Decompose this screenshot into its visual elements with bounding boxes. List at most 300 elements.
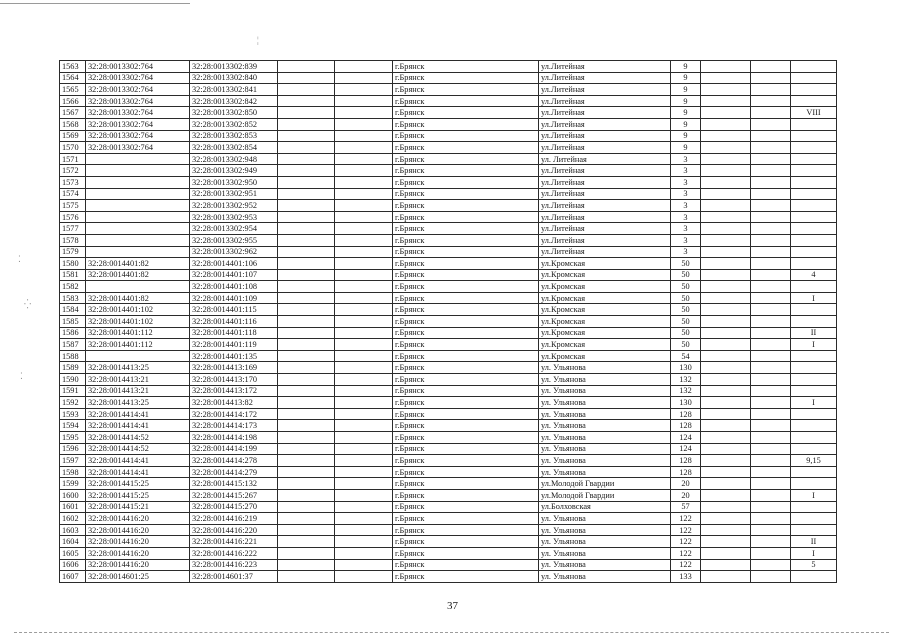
city-cell: г.Брянск xyxy=(393,176,539,188)
house-number-cell: 128 xyxy=(671,455,701,467)
note-cell xyxy=(791,72,837,84)
record-number: 1575 xyxy=(60,200,86,212)
city-cell: г.Брянск xyxy=(393,165,539,177)
parent-cadastral-number: 32:28:0014416:20 xyxy=(86,524,190,536)
empty-cell xyxy=(751,258,791,270)
street-cell: ул.Литейная xyxy=(539,223,671,235)
empty-cell xyxy=(751,246,791,258)
note-cell: II xyxy=(791,536,837,548)
house-number-cell: 50 xyxy=(671,339,701,351)
parent-cadastral-number: 32:28:0014415:21 xyxy=(86,501,190,513)
empty-cell xyxy=(701,501,751,513)
parent-cadastral-number: 32:28:0014414:52 xyxy=(86,443,190,455)
note-cell: VIII xyxy=(791,107,837,119)
table-row xyxy=(60,327,837,339)
record-number: 1587 xyxy=(60,339,86,351)
street-cell: ул.Литейная xyxy=(539,84,671,96)
cadastral-number: 32:28:0014414:198 xyxy=(190,432,278,444)
city-cell: г.Брянск xyxy=(393,107,539,119)
house-number-cell: 128 xyxy=(671,420,701,432)
record-number: 1564 xyxy=(60,72,86,84)
empty-cell xyxy=(751,176,791,188)
empty-cell xyxy=(335,536,393,548)
empty-cell xyxy=(751,513,791,525)
cadastral-number: 32:28:0014401:108 xyxy=(190,281,278,293)
cadastral-number: 32:28:0013302:842 xyxy=(190,95,278,107)
cadastral-number: 32:28:0014414:278 xyxy=(190,455,278,467)
empty-cell xyxy=(701,153,751,165)
empty-cell xyxy=(751,408,791,420)
empty-cell xyxy=(278,200,335,212)
empty-cell xyxy=(335,408,393,420)
empty-cell xyxy=(335,304,393,316)
empty-cell xyxy=(278,374,335,386)
empty-cell xyxy=(701,350,751,362)
house-number-cell: 3 xyxy=(671,188,701,200)
parent-cadastral-number: 32:28:0014414:41 xyxy=(86,455,190,467)
record-number: 1596 xyxy=(60,443,86,455)
city-cell: г.Брянск xyxy=(393,269,539,281)
house-number-cell: 122 xyxy=(671,547,701,559)
cadastral-number: 32:28:0014401:118 xyxy=(190,327,278,339)
record-number: 1592 xyxy=(60,397,86,409)
table-row xyxy=(60,536,837,548)
record-number: 1586 xyxy=(60,327,86,339)
city-cell: г.Брянск xyxy=(393,246,539,258)
table-row xyxy=(60,292,837,304)
record-number: 1593 xyxy=(60,408,86,420)
table-row xyxy=(60,200,837,212)
empty-cell xyxy=(335,420,393,432)
house-number-cell: 122 xyxy=(671,536,701,548)
empty-cell xyxy=(701,547,751,559)
note-cell xyxy=(791,200,837,212)
street-cell: ул. Ульянова xyxy=(539,536,671,548)
empty-cell xyxy=(751,466,791,478)
register-table xyxy=(59,60,837,583)
city-cell: г.Брянск xyxy=(393,95,539,107)
street-cell: ул.Кромская xyxy=(539,327,671,339)
empty-cell xyxy=(701,130,751,142)
street-cell: ул.Литейная xyxy=(539,130,671,142)
empty-cell xyxy=(278,258,335,270)
empty-cell xyxy=(335,374,393,386)
empty-cell xyxy=(278,269,335,281)
note-cell: I xyxy=(791,489,837,501)
empty-cell xyxy=(278,547,335,559)
cadastral-number: 32:28:0013302:839 xyxy=(190,61,278,73)
parent-cadastral-number: 32:28:0014401:82 xyxy=(86,292,190,304)
city-cell: г.Брянск xyxy=(393,142,539,154)
house-number-cell: 9 xyxy=(671,72,701,84)
parent-cadastral-number: 32:28:0014401:82 xyxy=(86,269,190,281)
city-cell: г.Брянск xyxy=(393,559,539,571)
empty-cell xyxy=(701,188,751,200)
parent-cadastral-number: 32:28:0014416:20 xyxy=(86,513,190,525)
empty-cell xyxy=(278,501,335,513)
city-cell: г.Брянск xyxy=(393,61,539,73)
empty-cell xyxy=(751,571,791,583)
note-cell xyxy=(791,362,837,374)
parent-cadastral-number xyxy=(86,234,190,246)
record-number: 1603 xyxy=(60,524,86,536)
record-number: 1606 xyxy=(60,559,86,571)
empty-cell xyxy=(701,339,751,351)
empty-cell xyxy=(751,420,791,432)
house-number-cell: 124 xyxy=(671,432,701,444)
street-cell: ул. Ульянова xyxy=(539,408,671,420)
parent-cadastral-number xyxy=(86,211,190,223)
empty-cell xyxy=(278,246,335,258)
empty-cell xyxy=(278,95,335,107)
house-number-cell: 133 xyxy=(671,571,701,583)
table-row xyxy=(60,489,837,501)
street-cell: ул. Ульянова xyxy=(539,466,671,478)
empty-cell xyxy=(751,524,791,536)
record-number: 1563 xyxy=(60,61,86,73)
empty-cell xyxy=(701,223,751,235)
table-row xyxy=(60,153,837,165)
footer-rule xyxy=(14,632,889,633)
cadastral-number: 32:28:0014401:116 xyxy=(190,316,278,328)
empty-cell xyxy=(701,165,751,177)
cadastral-number: 32:28:0014414:279 xyxy=(190,466,278,478)
street-cell: ул.Литейная xyxy=(539,61,671,73)
parent-cadastral-number xyxy=(86,246,190,258)
empty-cell xyxy=(278,223,335,235)
record-number: 1569 xyxy=(60,130,86,142)
note-cell xyxy=(791,408,837,420)
cadastral-number: 32:28:0013302:952 xyxy=(190,200,278,212)
parent-cadastral-number: 32:28:0013302:764 xyxy=(86,107,190,119)
empty-cell xyxy=(701,362,751,374)
empty-cell xyxy=(751,536,791,548)
cadastral-number: 32:28:0014401:109 xyxy=(190,292,278,304)
note-cell: I xyxy=(791,292,837,304)
empty-cell xyxy=(751,385,791,397)
empty-cell xyxy=(701,234,751,246)
cadastral-number: 32:28:0013302:953 xyxy=(190,211,278,223)
parent-cadastral-number: 32:28:0014414:41 xyxy=(86,466,190,478)
street-cell: ул. Ульянова xyxy=(539,374,671,386)
scan-speck: ⁚ xyxy=(20,371,23,381)
cadastral-number: 32:28:0013302:841 xyxy=(190,84,278,96)
record-number: 1605 xyxy=(60,547,86,559)
house-number-cell: 54 xyxy=(671,350,701,362)
parent-cadastral-number: 32:28:0013302:764 xyxy=(86,142,190,154)
record-number: 1577 xyxy=(60,223,86,235)
house-number-cell: 50 xyxy=(671,327,701,339)
parent-cadastral-number xyxy=(86,350,190,362)
house-number-cell: 20 xyxy=(671,489,701,501)
scan-speck: ⁛ xyxy=(24,299,32,309)
empty-cell xyxy=(751,142,791,154)
table-row xyxy=(60,304,837,316)
empty-cell xyxy=(701,466,751,478)
city-cell: г.Брянск xyxy=(393,281,539,293)
record-number: 1604 xyxy=(60,536,86,548)
street-cell: ул.Болховская xyxy=(539,501,671,513)
record-number: 1573 xyxy=(60,176,86,188)
empty-cell xyxy=(751,547,791,559)
empty-cell xyxy=(701,304,751,316)
table-row xyxy=(60,443,837,455)
table-row xyxy=(60,478,837,490)
table-row xyxy=(60,84,837,96)
street-cell: ул.Литейная xyxy=(539,176,671,188)
note-cell xyxy=(791,176,837,188)
street-cell: ул.Кромская xyxy=(539,304,671,316)
parent-cadastral-number: 32:28:0013302:764 xyxy=(86,84,190,96)
empty-cell xyxy=(335,165,393,177)
empty-cell xyxy=(335,397,393,409)
note-cell xyxy=(791,316,837,328)
empty-cell xyxy=(278,489,335,501)
note-cell: 5 xyxy=(791,559,837,571)
city-cell: г.Брянск xyxy=(393,466,539,478)
city-cell: г.Брянск xyxy=(393,536,539,548)
street-cell: ул. Ульянова xyxy=(539,559,671,571)
empty-cell xyxy=(278,107,335,119)
house-number-cell: 128 xyxy=(671,466,701,478)
table-row xyxy=(60,223,837,235)
empty-cell xyxy=(278,304,335,316)
parent-cadastral-number: 32:28:0013302:764 xyxy=(86,95,190,107)
parent-cadastral-number: 32:28:0014414:52 xyxy=(86,432,190,444)
empty-cell xyxy=(335,61,393,73)
empty-cell xyxy=(751,72,791,84)
note-cell xyxy=(791,501,837,513)
empty-cell xyxy=(335,142,393,154)
empty-cell xyxy=(701,524,751,536)
note-cell xyxy=(791,211,837,223)
empty-cell xyxy=(335,571,393,583)
house-number-cell: 9 xyxy=(671,61,701,73)
empty-cell xyxy=(335,281,393,293)
table-row xyxy=(60,95,837,107)
empty-cell xyxy=(335,513,393,525)
empty-cell xyxy=(751,153,791,165)
city-cell: г.Брянск xyxy=(393,153,539,165)
empty-cell xyxy=(751,327,791,339)
empty-cell xyxy=(335,316,393,328)
street-cell: ул.Кромская xyxy=(539,292,671,304)
street-cell: ул. Ульянова xyxy=(539,513,671,525)
empty-cell xyxy=(751,165,791,177)
parent-cadastral-number xyxy=(86,188,190,200)
cadastral-number: 32:28:0014416:221 xyxy=(190,536,278,548)
note-cell xyxy=(791,165,837,177)
record-number: 1580 xyxy=(60,258,86,270)
parent-cadastral-number: 32:28:0014401:102 xyxy=(86,316,190,328)
house-number-cell: 3 xyxy=(671,176,701,188)
note-cell xyxy=(791,234,837,246)
empty-cell xyxy=(701,95,751,107)
table-row xyxy=(60,420,837,432)
empty-cell xyxy=(701,385,751,397)
parent-cadastral-number: 32:28:0014415:25 xyxy=(86,478,190,490)
empty-cell xyxy=(278,397,335,409)
note-cell xyxy=(791,84,837,96)
parent-cadastral-number: 32:28:0014401:102 xyxy=(86,304,190,316)
city-cell: г.Брянск xyxy=(393,130,539,142)
parent-cadastral-number: 32:28:0014601:25 xyxy=(86,571,190,583)
city-cell: г.Брянск xyxy=(393,258,539,270)
note-cell: 9,15 xyxy=(791,455,837,467)
city-cell: г.Брянск xyxy=(393,350,539,362)
parent-cadastral-number: 32:28:0013302:764 xyxy=(86,61,190,73)
empty-cell xyxy=(335,223,393,235)
parent-cadastral-number: 32:28:0014401:112 xyxy=(86,339,190,351)
note-cell xyxy=(791,478,837,490)
city-cell: г.Брянск xyxy=(393,489,539,501)
empty-cell xyxy=(751,234,791,246)
street-cell: ул. Ульянова xyxy=(539,385,671,397)
empty-cell xyxy=(701,176,751,188)
record-number: 1571 xyxy=(60,153,86,165)
empty-cell xyxy=(701,559,751,571)
street-cell: ул.Молодой Гвардии xyxy=(539,489,671,501)
empty-cell xyxy=(751,61,791,73)
parent-cadastral-number: 32:28:0014413:25 xyxy=(86,397,190,409)
empty-cell xyxy=(701,281,751,293)
city-cell: г.Брянск xyxy=(393,420,539,432)
empty-cell xyxy=(751,397,791,409)
record-number: 1602 xyxy=(60,513,86,525)
empty-cell xyxy=(335,200,393,212)
empty-cell xyxy=(751,200,791,212)
table-row xyxy=(60,432,837,444)
empty-cell xyxy=(335,489,393,501)
table-row xyxy=(60,176,837,188)
empty-cell xyxy=(335,524,393,536)
parent-cadastral-number: 32:28:0014401:82 xyxy=(86,258,190,270)
cadastral-number: 32:28:0014414:172 xyxy=(190,408,278,420)
note-cell xyxy=(791,61,837,73)
parent-cadastral-number xyxy=(86,153,190,165)
empty-cell xyxy=(335,339,393,351)
empty-cell xyxy=(278,153,335,165)
street-cell: ул.Кромская xyxy=(539,281,671,293)
parent-cadastral-number: 32:28:0014414:41 xyxy=(86,408,190,420)
cadastral-number: 32:28:0014413:82 xyxy=(190,397,278,409)
note-cell xyxy=(791,153,837,165)
empty-cell xyxy=(278,420,335,432)
empty-cell xyxy=(278,362,335,374)
house-number-cell: 50 xyxy=(671,292,701,304)
house-number-cell: 57 xyxy=(671,501,701,513)
parent-cadastral-number: 32:28:0014413:21 xyxy=(86,374,190,386)
empty-cell xyxy=(278,524,335,536)
empty-cell xyxy=(335,455,393,467)
empty-cell xyxy=(278,84,335,96)
record-number: 1567 xyxy=(60,107,86,119)
empty-cell xyxy=(278,130,335,142)
table-row xyxy=(60,374,837,386)
note-cell xyxy=(791,223,837,235)
cadastral-number: 32:28:0013302:950 xyxy=(190,176,278,188)
note-cell xyxy=(791,466,837,478)
street-cell: ул. Ульянова xyxy=(539,443,671,455)
house-number-cell: 50 xyxy=(671,316,701,328)
house-number-cell: 132 xyxy=(671,385,701,397)
cadastral-number: 32:28:0014413:172 xyxy=(190,385,278,397)
empty-cell xyxy=(278,339,335,351)
street-cell: ул.Кромская xyxy=(539,258,671,270)
street-cell: ул.Кромская xyxy=(539,269,671,281)
empty-cell xyxy=(701,513,751,525)
empty-cell xyxy=(701,374,751,386)
empty-cell xyxy=(751,269,791,281)
record-number: 1574 xyxy=(60,188,86,200)
note-cell xyxy=(791,513,837,525)
empty-cell xyxy=(278,466,335,478)
street-cell: ул.Литейная xyxy=(539,142,671,154)
empty-cell xyxy=(335,211,393,223)
empty-cell xyxy=(335,443,393,455)
city-cell: г.Брянск xyxy=(393,84,539,96)
empty-cell xyxy=(751,95,791,107)
scan-speck: ¦ xyxy=(257,35,259,45)
parent-cadastral-number: 32:28:0014401:112 xyxy=(86,327,190,339)
empty-cell xyxy=(278,118,335,130)
street-cell: ул.Литейная xyxy=(539,246,671,258)
record-number: 1572 xyxy=(60,165,86,177)
table-row xyxy=(60,571,837,583)
empty-cell xyxy=(335,466,393,478)
scan-speck: ⁚ xyxy=(18,254,21,264)
cadastral-number: 32:28:0013302:949 xyxy=(190,165,278,177)
record-number: 1594 xyxy=(60,420,86,432)
table-row xyxy=(60,61,837,73)
empty-cell xyxy=(278,176,335,188)
empty-cell xyxy=(701,246,751,258)
record-number: 1584 xyxy=(60,304,86,316)
table-row xyxy=(60,385,837,397)
empty-cell xyxy=(335,385,393,397)
table-row xyxy=(60,455,837,467)
empty-cell xyxy=(278,478,335,490)
cadastral-number: 32:28:0014413:170 xyxy=(190,374,278,386)
table-row xyxy=(60,408,837,420)
city-cell: г.Брянск xyxy=(393,501,539,513)
house-number-cell: 130 xyxy=(671,362,701,374)
street-cell: ул.Литейная xyxy=(539,234,671,246)
empty-cell xyxy=(701,489,751,501)
empty-cell xyxy=(701,397,751,409)
page-number: 37 xyxy=(447,600,458,612)
parent-cadastral-number: 32:28:0013302:764 xyxy=(86,118,190,130)
table-row xyxy=(60,547,837,559)
empty-cell xyxy=(751,374,791,386)
street-cell: ул.Молодой Гвардии xyxy=(539,478,671,490)
parent-cadastral-number xyxy=(86,223,190,235)
street-cell: ул.Литейная xyxy=(539,118,671,130)
empty-cell xyxy=(701,200,751,212)
empty-cell xyxy=(751,432,791,444)
house-number-cell: 20 xyxy=(671,478,701,490)
table-row xyxy=(60,397,837,409)
note-cell xyxy=(791,118,837,130)
city-cell: г.Брянск xyxy=(393,513,539,525)
city-cell: г.Брянск xyxy=(393,188,539,200)
empty-cell xyxy=(701,72,751,84)
cadastral-number: 32:28:0013302:954 xyxy=(190,223,278,235)
record-number: 1590 xyxy=(60,374,86,386)
table-row xyxy=(60,269,837,281)
street-cell: ул. Ульянова xyxy=(539,432,671,444)
empty-cell xyxy=(335,95,393,107)
